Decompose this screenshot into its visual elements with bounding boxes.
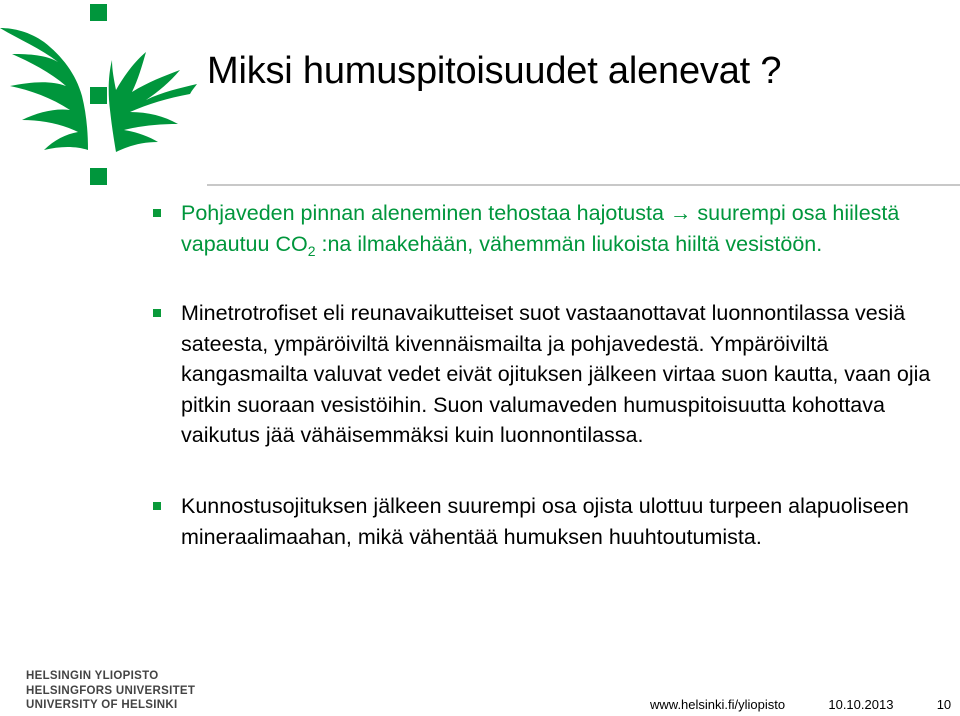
bullet-item-3: Kunnostusojituksen jälkeen suurempi osa ojista ulottuu turpeen alapuoliseen mineraalimaahan, mikä vähentää humuksen huuhtoutumista. [181,491,941,552]
university-name-en: UNIVERSITY OF HELSINKI [26,699,178,711]
bullet-1-text-a: Pohjaveden pinnan aleneminen tehostaa hajotusta [181,201,670,225]
bullet-1-text-c: :na ilmakehään, vähemmän liukoista hiiltä vesistöön. [315,231,823,256]
title-divider [207,184,960,186]
right-arrow-icon: → [669,201,692,225]
footer-url[interactable]: www.helsinki.fi/yliopisto [650,697,786,712]
university-name-sv: HELSINGFORS UNIVERSITET [26,684,196,697]
bullet-item-1 [181,198,941,261]
footer-date: 10.10.2013 [828,697,894,712]
university-names [26,669,195,713]
page-number: 10 [936,697,952,712]
co2-subscript: 2 [307,242,316,259]
slide-footer [650,697,951,712]
slide-title: Miksi humuspitoisuudet alenevat ? [207,50,782,92]
university-name-fi: HELSINGIN YLIOPISTO [26,670,159,682]
helsinki-flame-logo-icon [0,0,200,200]
bullet-item-2: Minetrotrofiset eli reunavaikutteiset suot vastaanottavat luonnontilassa vesiä sateesta, ympäröiviltä kivennäismailta ja pohjavedestä. Ympäröiviltä kangasmailta valuvat vedet eivät ojituksen jälkeen virtaa suon kautta, vaan ojia pitkin suoraan vesistöihin. Suon valumaveden humuspitoisuutta kohottava vaikutus jää vähäisemmäksi kuin luonnontilassa. [181,298,941,451]
bullet-1-text-b: suurempi osa hiilestä vapautuu CO [181,201,900,256]
